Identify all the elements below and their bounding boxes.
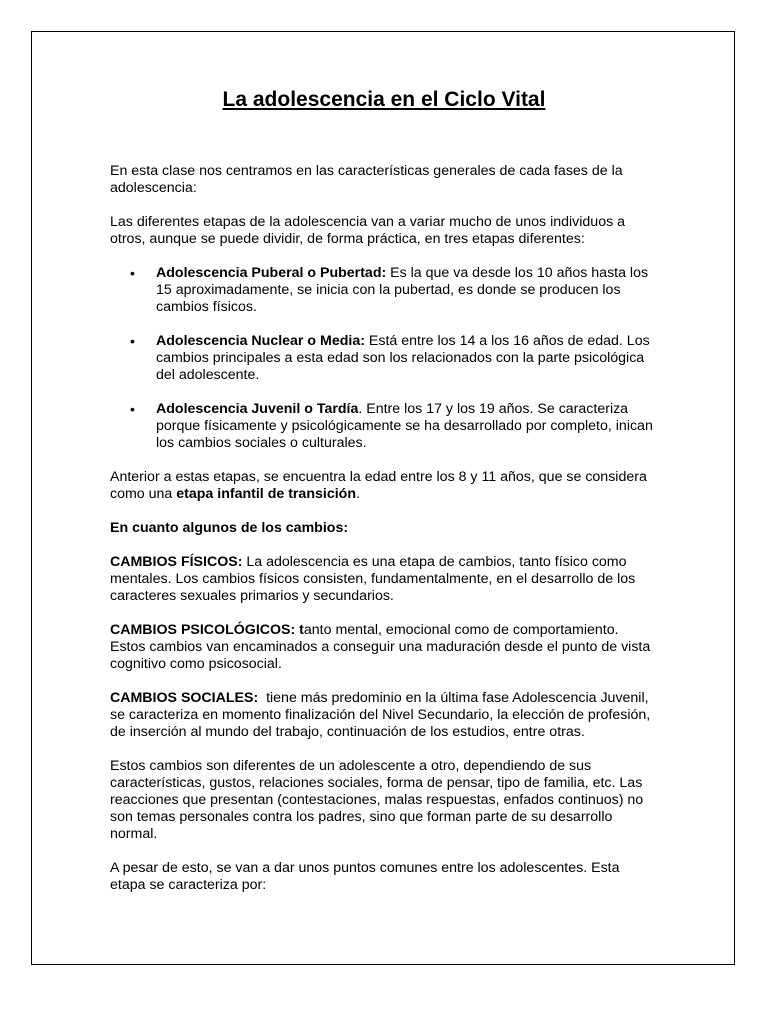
closing-paragraph: A pesar de esto, se van a dar unos puntos comunes entre los adolescentes. Esta etapa se caracteriza por: bbox=[110, 860, 620, 893]
psychological-label: CAMBIOS PSICOLÓGICOS: t bbox=[110, 622, 304, 638]
stage-label: Adolescencia Nuclear o Media: bbox=[156, 333, 365, 349]
intro-paragraph: En esta clase nos centramos en las características generales de cada fases de la adolescencia: bbox=[110, 163, 623, 196]
physical-label: CAMBIOS FÍSICOS: bbox=[110, 554, 243, 570]
stages-list bbox=[110, 265, 655, 452]
bullet-icon: • bbox=[130, 333, 135, 349]
stages-intro-paragraph: Las diferentes etapas de la adolescencia van a variar mucho de unos individuos a otros, aunque se puede dividir, de forma práctica, en tres etapas diferentes: bbox=[110, 214, 626, 247]
bullet-icon: • bbox=[130, 401, 135, 417]
psychological-changes-paragraph bbox=[110, 622, 655, 673]
social-text: tiene más predominio en la última fase Adolescencia Juvenil, se caracteriza en momento finalización del Nivel Secundario, la elección de profesión, de inserción al mundo del trabajo, continuación de los estudios, entre otras. bbox=[110, 690, 659, 740]
physical-text: La adolescencia es una etapa de cambios, tanto físico como mentales. Los cambios físicos consisten, fundamentalmente, en el desarrollo de los caracteres sexuales primarios y secundarios. bbox=[110, 554, 636, 604]
document-body bbox=[110, 163, 659, 911]
document-title: La adolescencia en el Ciclo Vital bbox=[222, 88, 546, 111]
transition-end: . bbox=[356, 486, 360, 502]
differences-paragraph: Estos cambios son diferentes de un adolescente a otro, dependiendo de sus características, gustos, relaciones sociales, forma de pensar, tipo de familia, etc. Las reacciones que presentan (contestaciones, malas respuestas, enfados continuos) no son temas personales contra los padres, sino que forman parte de su desarrollo normal. bbox=[110, 758, 644, 842]
list-item bbox=[110, 333, 655, 384]
stage-text: Está entre los 14 a los 16 años de edad. Los cambios principales a esta edad son los relacionados con la parte psicológica del adolescente. bbox=[156, 333, 650, 383]
list-item bbox=[110, 265, 655, 316]
stage-label: Adolescencia Puberal o Pubertad: bbox=[156, 265, 387, 281]
psychological-text: anto mental, emocional como de comportamiento. Estos cambios van encaminados a conseguir una maduración desde el punto de vista cognitivo como psicosocial. bbox=[110, 622, 651, 672]
social-changes-paragraph bbox=[110, 690, 659, 741]
stage-text: Es la que va desde los 10 años hasta los 15 aproximadamente, se inicia con la pubertad, es donde se producen los cambios físicos. bbox=[156, 265, 649, 315]
bullet-icon: • bbox=[130, 265, 135, 281]
physical-changes-paragraph bbox=[110, 554, 655, 605]
transition-paragraph bbox=[110, 469, 655, 503]
stage-label: Adolescencia Juvenil o Tardía bbox=[156, 401, 359, 417]
social-label: CAMBIOS SOCIALES: bbox=[110, 690, 259, 706]
changes-heading: En cuanto algunos de los cambios: bbox=[110, 520, 349, 536]
transition-emphasis: etapa infantil de transición bbox=[176, 486, 356, 502]
list-item bbox=[110, 401, 655, 452]
transition-text: Anterior a estas etapas, se encuentra la edad entre los 8 y 11 años, que se considera como una bbox=[110, 469, 647, 502]
stage-text: . Entre los 17 y los 19 años. Se caracteriza porque físicamente y psicológicamente se ha desarrollado por completo, inican los cambios sociales o culturales. bbox=[156, 401, 653, 451]
